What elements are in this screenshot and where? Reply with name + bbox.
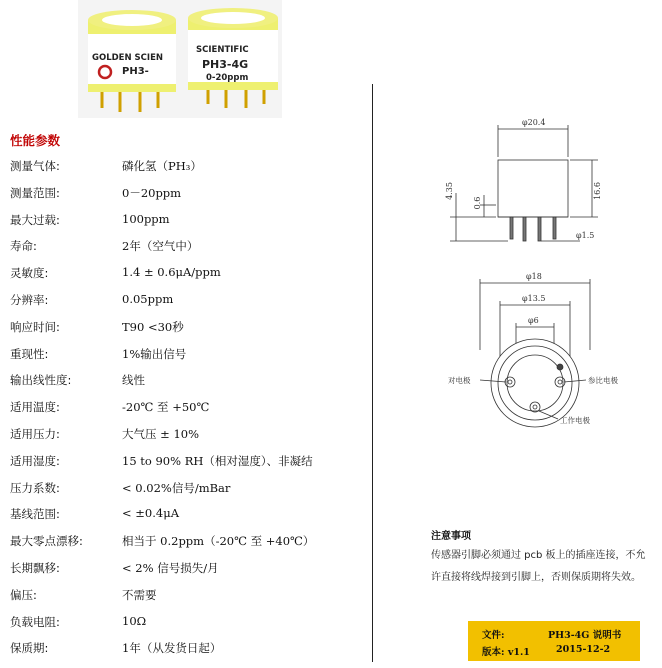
spec-label: 最大零点漂移: [10, 534, 83, 549]
spec-value: 不需要 [122, 587, 157, 602]
reference-electrode-label: 参比电极 [588, 376, 618, 385]
spec-value: 磷化氢（PH₃） [122, 159, 202, 173]
spec-label: 灵敏度: [10, 266, 49, 281]
notes-line-2: 许直接将线焊接到引脚上，否则保质期将失效。 [431, 572, 641, 583]
spec-row [10, 506, 360, 524]
spec-label: 输出线性度: [10, 373, 72, 388]
spec-value: < ±0.4μA [122, 506, 179, 521]
sensor-a-illustration [88, 10, 176, 112]
spec-label: 重现性: [10, 346, 49, 361]
spec-row [10, 480, 360, 498]
spec-value: < 0.02%信号/mBar [122, 480, 231, 495]
dim-outer-width: φ20.4 [522, 118, 546, 127]
spec-row [10, 453, 360, 471]
spec-row [10, 346, 360, 364]
spec-value: 1.4 ± 0.6μA/ppm [122, 265, 221, 280]
sensor-a-model: PH3- [122, 66, 149, 77]
spec-row [10, 265, 360, 283]
spec-label: 响应时间: [10, 319, 60, 334]
spec-row [10, 640, 360, 658]
dim-inner: φ6 [528, 316, 539, 325]
spec-title: 性能参数 [10, 133, 61, 148]
dim-height: 16.6 [593, 182, 602, 200]
spec-label: 适用压力: [10, 427, 60, 441]
spec-label: 保质期: [10, 641, 49, 656]
spec-row [10, 614, 360, 632]
dimension-drawing [420, 105, 650, 435]
spec-row [10, 185, 360, 203]
spec-value: < 2% 信号损失/月 [122, 561, 219, 575]
file-label: 文件: [482, 630, 505, 641]
spec-value: -20℃ 至 +50℃ [122, 400, 210, 415]
date-value: 2015-12-2 [556, 644, 611, 655]
notes-line-1: 传感器引脚必须通过 pcb 板上的插座连接，不允 [431, 550, 646, 561]
spec-label: 长期飘移: [10, 561, 60, 575]
document-info-box [468, 621, 640, 661]
spec-value: 相当于 0.2ppm（-20℃ 至 +40℃） [122, 534, 315, 549]
spec-value: 大气压 ± 10% [122, 427, 200, 441]
spec-value: 0－20ppm [122, 185, 182, 200]
spec-label: 适用温度: [10, 400, 60, 415]
sensor-b-brand: SCIENTIFIC [196, 45, 249, 55]
spec-value: 100ppm [122, 211, 170, 226]
spec-row [10, 426, 360, 444]
file-value: PH3-4G 说明书 [548, 630, 622, 641]
spec-label: 适用湿度: [10, 453, 60, 468]
spec-row [10, 587, 360, 605]
spec-value: 1%输出信号 [122, 346, 187, 361]
spec-label: 测量气体: [10, 159, 60, 173]
sensor-a-brand: GOLDEN SCIEN [92, 53, 163, 63]
spec-label: 最大过载: [10, 212, 60, 227]
dim-pin-gap: 0.6 [473, 196, 482, 210]
spec-label: 负载电阻: [10, 614, 60, 629]
sensor-b-range: 0-20ppm [206, 73, 249, 83]
spec-value: 15 to 90% RH（相对湿度）、非凝结 [122, 453, 313, 468]
spec-row [10, 560, 360, 578]
spec-row [10, 372, 360, 390]
dim-top-diameter: φ18 [526, 272, 542, 281]
spec-row [10, 158, 360, 176]
spec-value: 线性 [122, 373, 145, 388]
spec-value: T90 <30秒 [122, 319, 184, 334]
spec-value: 0.05ppm [122, 292, 174, 306]
counter-electrode-label: 对电极 [448, 376, 471, 385]
spec-label: 基线范围: [10, 507, 60, 522]
spec-row [10, 399, 360, 417]
spec-row [10, 238, 360, 256]
sensor-b-illustration [188, 8, 278, 108]
dim-pin-circle: φ13.5 [522, 294, 546, 303]
spec-label: 偏压: [10, 587, 37, 602]
spec-row [10, 212, 360, 230]
column-divider [372, 84, 373, 662]
spec-value: 10Ω [122, 613, 147, 628]
spec-label: 分辨率: [10, 293, 49, 307]
working-electrode-label: 工作电极 [560, 416, 590, 425]
spec-row [10, 319, 360, 337]
spec-value: 1年（从发货日起） [122, 641, 222, 656]
spec-row [10, 292, 360, 310]
notes-title: 注意事项 [431, 531, 471, 542]
spec-label: 测量范围: [10, 185, 60, 200]
dim-pin-length: 4.35 [445, 182, 454, 200]
product-photo [78, 0, 282, 118]
dim-pin-diameter: φ1.5 [576, 231, 595, 240]
version-label: 版本: v1.1 [482, 647, 530, 658]
spec-label: 寿命: [10, 239, 37, 254]
spec-row [10, 533, 360, 551]
sensor-b-model: PH3-4G [202, 58, 249, 71]
spec-value: 2年（空气中） [122, 239, 199, 254]
spec-label: 压力系数: [10, 480, 60, 495]
